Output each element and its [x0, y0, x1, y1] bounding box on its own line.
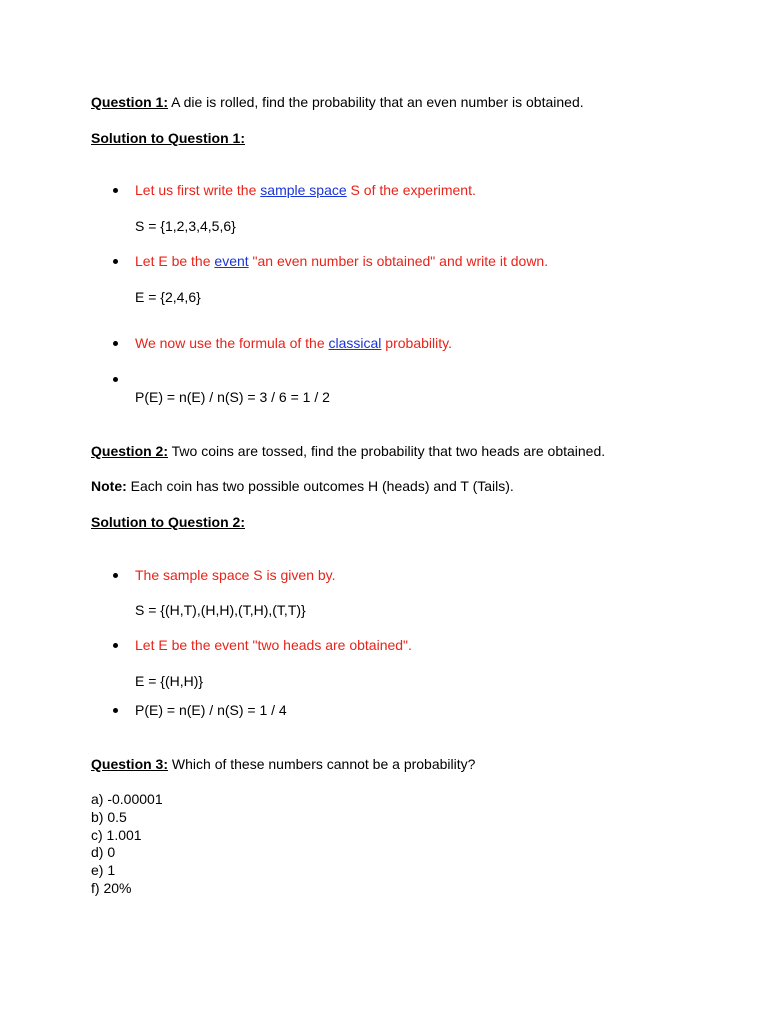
q1-step-2-text-b: "an even number is obtained" and write it down.: [248, 253, 549, 269]
q2-step-sample-space: The sample space S is given by.: [135, 567, 336, 583]
q1-sample-space-set: S = {1,2,3,4,5,6}: [135, 218, 236, 234]
q2-event-set: E = {(H,H)}: [135, 673, 204, 689]
bullet-dot: [113, 188, 118, 193]
bullet-dot: [113, 377, 118, 382]
bullet-dot: [113, 573, 118, 578]
option-item: f) 20%: [91, 879, 132, 896]
q1-step-event: [135, 252, 548, 270]
sample-space-link[interactable]: sample space: [260, 182, 347, 198]
question-2: [91, 442, 605, 460]
option-item: d) 0: [91, 844, 116, 861]
option-item: a) -0.00001: [91, 791, 163, 807]
note-label: Note:: [91, 478, 127, 494]
q1-step-formula: [135, 334, 452, 352]
q1-step-3-text-a: We now use the formula of the: [135, 335, 329, 351]
question-2-text: Two coins are tossed, find the probability that two heads are obtained.: [168, 443, 606, 459]
question-3-text: Which of these numbers cannot be a probability?: [168, 756, 476, 772]
note-text: Each coin has two possible outcomes H (heads) and T (Tails).: [126, 478, 514, 494]
solution-2-heading: Solution to Question 2:: [91, 514, 245, 530]
q1-step-3-text-b: probability.: [381, 335, 452, 351]
question-2-label: Question 2:: [91, 443, 169, 459]
bullet-dot: [113, 643, 118, 648]
q1-result: P(E) = n(E) / n(S) = 3 / 6 = 1 / 2: [135, 389, 330, 405]
q1-step-1-text-a: Let us first write the: [135, 182, 261, 198]
bullet-dot: [113, 259, 118, 264]
q2-result: P(E) = n(E) / n(S) = 1 / 4: [135, 702, 287, 718]
q1-step-1-text-b: S of the experiment.: [346, 182, 476, 198]
question-1: [91, 93, 584, 111]
question-2-note: [91, 477, 514, 495]
option-item: e) 1: [91, 862, 116, 879]
event-link[interactable]: event: [214, 253, 249, 269]
q1-step-sample-space: [135, 181, 476, 199]
q2-sample-space-set: S = {(H,T),(H,H),(T,H),(T,T)}: [135, 602, 306, 618]
bullet-dot: [113, 341, 118, 346]
q1-step-2-text-a: Let E be the: [135, 253, 215, 269]
solution-1-heading: Solution to Question 1:: [91, 130, 245, 146]
question-3: [91, 755, 475, 773]
answer-options: [91, 791, 163, 898]
q1-event-set: E = {2,4,6}: [135, 289, 201, 305]
bullet-dot: [113, 708, 118, 713]
classical-link[interactable]: classical: [328, 335, 382, 351]
option-item: c) 1.001: [91, 826, 142, 843]
question-1-text: A die is rolled, find the probability that an even number is obtained.: [168, 94, 584, 110]
q2-step-event: Let E be the event "two heads are obtained".: [135, 637, 412, 653]
option-item: b) 0.5: [91, 808, 127, 825]
question-1-label: Question 1:: [91, 94, 169, 110]
question-3-label: Question 3:: [91, 756, 169, 772]
